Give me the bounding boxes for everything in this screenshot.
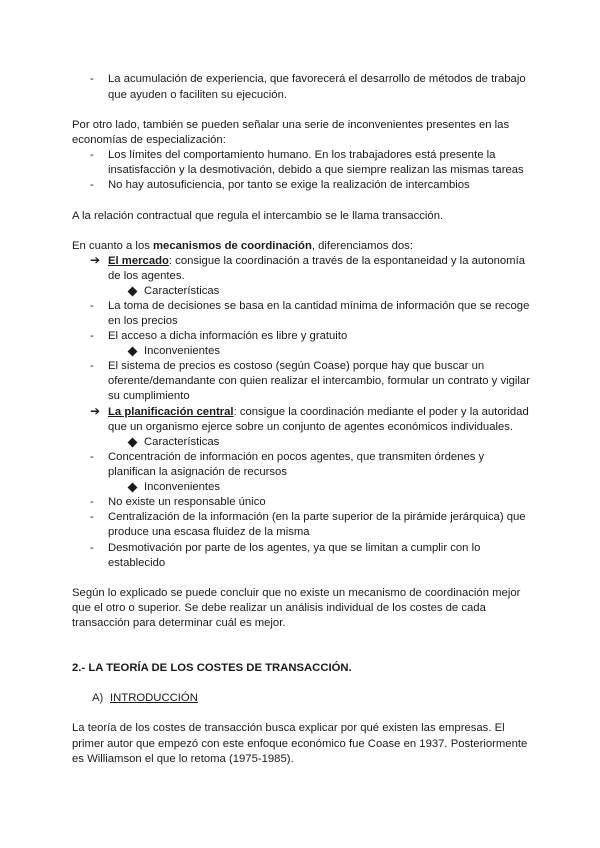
bold-term: mecanismos de coordinación [153, 240, 312, 252]
text-line: Según lo explicado se puede concluir que no existe un mecanismo de coordinación mejor [72, 587, 521, 599]
text-line: que el otro o superior. Se debe realizar un análisis individual de los costes de cada [72, 602, 486, 614]
text-line: Centralización de la información (en la parte superior de la pirámide jerárquica) que [108, 511, 526, 523]
bullet-dash: - [90, 330, 94, 342]
text-line [108, 405, 529, 420]
text-line: Los límites del comportamiento humano. En los trabajadores está presente la [108, 149, 496, 161]
text-line: primer autor que empezó con este enfoque económico fue Coase en 1937. Posteriormente [72, 738, 528, 750]
text-line: Por otro lado, también se pueden señalar una serie de inconvenientes presentes en las [72, 119, 510, 131]
text-line: que ayuden o faciliten su ejecución. [108, 89, 287, 101]
text-line: economías de especialización: [72, 134, 226, 146]
text-line: de los agentes. [108, 270, 185, 282]
text-span: : consigue la coordinación a través de la espontaneidad y la autonomía [168, 255, 525, 267]
bullet-dash: - [90, 300, 94, 312]
text-line: Desmotivación por parte de los agentes, ya que se limitan a cumplir con lo [108, 542, 481, 554]
bullet-dash: - [90, 149, 94, 161]
text-line: Características [144, 436, 220, 448]
bullet-dash: - [90, 496, 94, 508]
bold-underlined-term: La planificación central [108, 406, 234, 418]
text-line: transacción para determinar cuál es mejor. [72, 617, 286, 629]
text-line: Inconvenientes [144, 345, 220, 357]
subsection-title: INTRODUCCIÓN [110, 692, 198, 704]
text-line: La toma de decisiones se basa en la cantidad mínima de información que se recoge [108, 300, 530, 312]
text-line: insatisfacción y la desmotivación, debido a que siempre realizan las mismas tareas [108, 164, 524, 176]
diamond-bullet-icon [128, 287, 138, 297]
text-line: es Williamson el que lo retoma (1975-1985). [72, 753, 294, 765]
bullet-dash: - [90, 511, 94, 523]
text-line: Características [144, 285, 220, 297]
text-line: No hay autosuficiencia, por tanto se exige la realización de intercambios [108, 179, 470, 191]
text-line: La teoría de los costes de transacción busca explicar por qué existen las empresas. El [72, 722, 505, 734]
bullet-dash: - [90, 542, 94, 554]
bullet-dash: - [90, 73, 94, 85]
text-line: establecido [108, 557, 166, 569]
subsection-letter: A) [92, 692, 104, 704]
text-line: Concentración de información en pocos agentes, que transmiten órdenes y [108, 451, 485, 463]
text-line: A la relación contractual que regula el intercambio se le llama transacción. [72, 210, 444, 222]
diamond-bullet-icon [128, 438, 138, 448]
bullet-dash: - [90, 179, 94, 191]
section-heading: 2.- LA TEORÍA DE LOS COSTES DE TRANSACCIÓN. [72, 662, 352, 674]
text-line: El sistema de precios es costoso (según Coase) porque hay que buscar un [108, 360, 485, 372]
text-span: En cuanto a los [72, 240, 154, 252]
text-line: oferente/demandante con quien realizar el intercambio, formular un contrato y vigilar [108, 375, 530, 387]
text-span: : consigue la coordinación mediante el poder y la autoridad [233, 406, 529, 418]
text-line [72, 239, 413, 254]
text-line: Inconvenientes [144, 481, 220, 493]
text-line: en los precios [108, 315, 178, 327]
bullet-dash: - [90, 451, 94, 463]
text-line: La acumulación de experiencia, que favorecerá el desarrollo de métodos de trabajo [108, 73, 526, 85]
text-line: su cumplimiento [108, 390, 190, 402]
diamond-bullet-icon [128, 347, 138, 357]
text-line [108, 254, 525, 269]
text-line: que un organismo ejerce sobre un conjunto de agentes económicos individuales. [108, 421, 514, 433]
bold-underlined-term: El mercado [108, 255, 169, 267]
text-span: , diferenciamos dos: [311, 240, 413, 252]
arrow-icon: ➔ [90, 404, 101, 418]
text-line: El acceso a dicha información es libre y gratuito [108, 330, 348, 342]
text-line: produce una escasa fluidez de la misma [108, 526, 310, 538]
text-line: No existe un responsable único [108, 496, 266, 508]
diamond-bullet-icon [128, 483, 138, 493]
arrow-icon: ➔ [90, 253, 101, 267]
bullet-dash: - [90, 360, 94, 372]
text-line: planifican la asignación de recursos [108, 466, 287, 478]
